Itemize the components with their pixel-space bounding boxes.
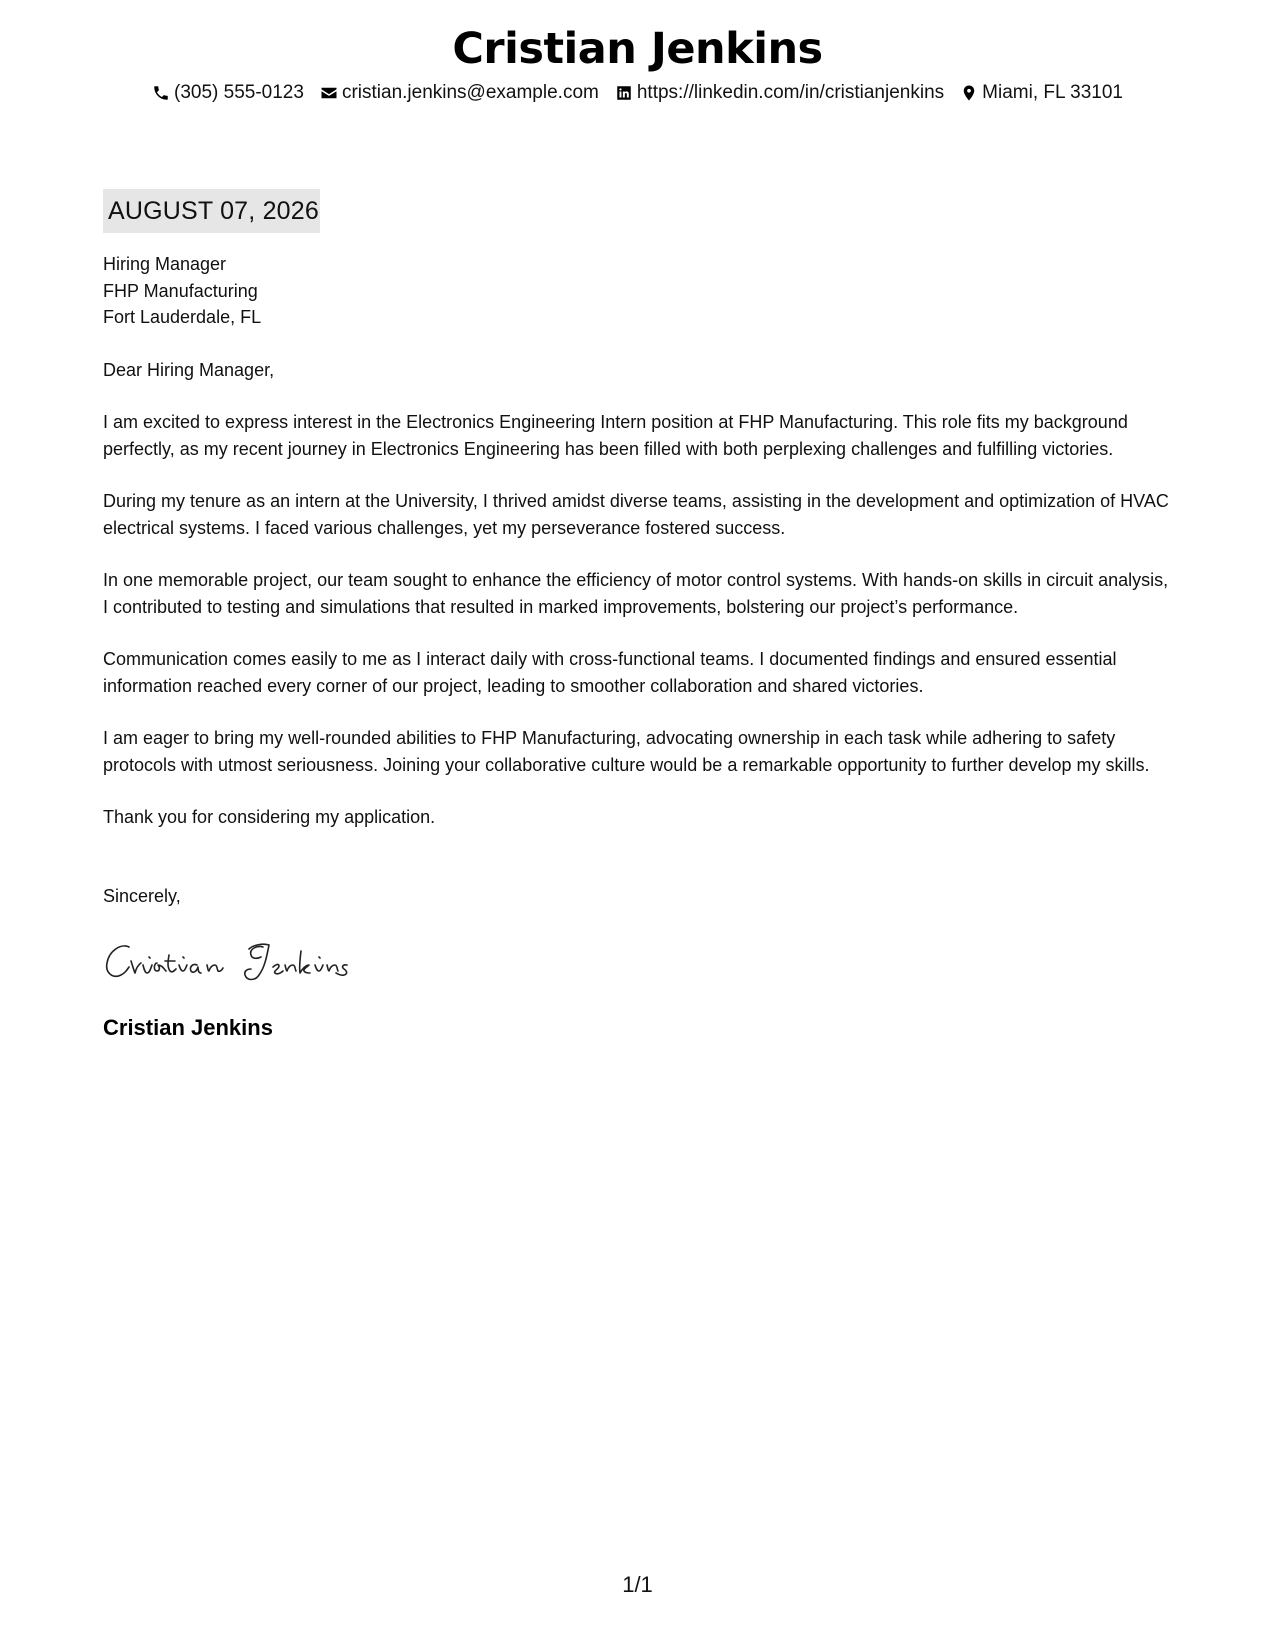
linkedin-url[interactable]: https://linkedin.com/in/cristianjenkins [636,82,945,103]
handwritten-signature [103,937,363,987]
linkedin-icon [615,84,633,102]
contact-info [0,80,1275,106]
location-text: Miami, FL 33101 [982,82,1123,103]
letter-header [0,20,1275,106]
phone-number: (305) 555-0123 [174,82,304,103]
applicant-name: Cristian Jenkins [452,24,823,74]
recipient-title: Hiring Manager [103,254,227,274]
envelope-icon [320,84,338,102]
body-paragraph-1: I am excited to express interest in the Electronics Engineering Intern position at FHP Manufacturing. This role fits my background perfectly, as my recent journey in Electronics Engineering has been filled with both perplexing challenges and fulfilling victories. [103,412,1128,459]
contact-location [960,80,1123,106]
letter-body [103,189,1178,1043]
phone-icon [152,84,170,102]
contact-phone [152,80,304,106]
letter-date: AUGUST 07, 2026 [103,189,320,233]
body-paragraph-6: Thank you for considering my application. [103,807,436,827]
email-address[interactable]: cristian.jenkins@example.com [341,82,599,103]
body-paragraph-2: During my tenure as an intern at the University, I thrived amidst diverse teams, assisting in the development and optimization of HVAC electrical systems. I faced various challenges, yet my perseverance fostered success. [103,491,1169,538]
signer-name: Cristian Jenkins [103,1015,273,1040]
salutation: Dear Hiring Manager, [103,359,275,380]
body-paragraph-4: Communication comes easily to me as I interact daily with cross-functional teams. I documented findings and ensured essential information reached every corner of our project, leading to smoother collaboration and shared victories. [103,649,1117,696]
recipient-company: FHP Manufacturing [103,280,258,301]
body-paragraph-3: In one memorable project, our team sought to enhance the efficiency of motor control systems. With hands-on skills in circuit analysis, I contributed to testing and simulations that resulted in marked improvements, bolstering our project’s performance. [103,570,1169,617]
closing: Sincerely, [103,885,181,906]
body-paragraph-5: I am eager to bring my well-rounded abilities to FHP Manufacturing, advocating ownership in each task while adhering to safety protocols with utmost seriousness. Joining your collaborative culture would be a remarkable opportunity to further develop my skills. [103,728,1150,775]
contact-linkedin[interactable] [615,80,944,106]
map-pin-icon [960,84,978,102]
page-number: 1/1 [622,1572,653,1597]
recipient-block [103,251,1178,331]
recipient-location: Fort Lauderdale, FL [103,307,262,327]
contact-email[interactable] [320,80,599,106]
